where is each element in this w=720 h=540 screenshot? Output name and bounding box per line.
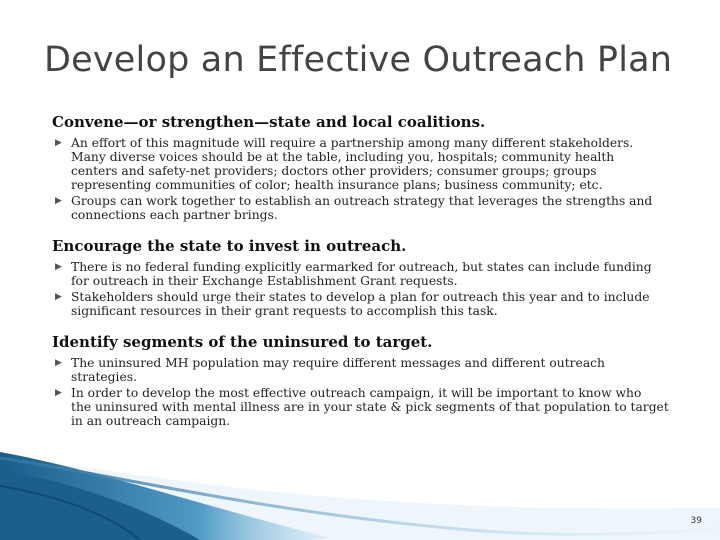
triangle-right-icon: ▶ <box>55 138 62 148</box>
bullet-line: strategies. <box>71 370 137 384</box>
bullet-line: Many diverse voices should be at the table, including you, hospitals; community health <box>71 150 615 164</box>
bullet-item <box>52 386 677 428</box>
bullet-item <box>52 260 677 288</box>
bullet-line: An effort of this magnitude will require a partnership among many different stakeholders. <box>71 136 634 150</box>
bullet-line: the uninsured with mental illness are in your state & pick segments of that population to target <box>71 400 669 414</box>
section-heading: Identify segments of the uninsured to target. <box>52 333 433 351</box>
triangle-right-icon: ▶ <box>55 358 62 368</box>
triangle-right-icon: ▶ <box>55 196 62 206</box>
bullet-line: Groups can work together to establish an outreach strategy that leverages the strengths and <box>71 194 653 208</box>
bullet-line: connections each partner brings. <box>71 208 278 222</box>
bullet-line: for outreach in their Exchange Establishment Grant requests. <box>71 274 458 288</box>
section <box>52 332 677 428</box>
section-heading: Convene—or strengthen—state and local coalitions. <box>52 113 486 131</box>
slide-content <box>52 112 677 442</box>
page-number: 39 <box>690 516 702 526</box>
bullet-line: Stakeholders should urge their states to develop a plan for outreach this year and to include <box>71 290 650 304</box>
bullet-item <box>52 356 677 384</box>
bullet-line: The uninsured MH population may require different messages and different outreach <box>71 356 605 370</box>
bullet-line: representing communities of color; health insurance plans; business community; etc. <box>71 178 603 192</box>
bullet-item <box>52 290 677 318</box>
bullet-list <box>52 356 677 428</box>
bullet-line: significant resources in their grant requests to accomplish this task. <box>71 304 498 318</box>
bullet-item <box>52 194 677 222</box>
bullet-line: There is no federal funding explicitly earmarked for outreach, but states can include funding <box>71 260 652 274</box>
slide-title: Develop an Effective Outreach Plan <box>44 40 673 80</box>
triangle-right-icon: ▶ <box>55 262 62 272</box>
section-heading: Encourage the state to invest in outreach. <box>52 237 407 255</box>
bullet-line: in an outreach campaign. <box>71 414 231 428</box>
bullet-line: centers and safety-net providers; doctors other providers; consumer groups; groups <box>71 164 597 178</box>
bullet-line: In order to develop the most effective outreach campaign, it will be important to know who <box>71 386 642 400</box>
section <box>52 112 677 222</box>
triangle-right-icon: ▶ <box>55 292 62 302</box>
triangle-right-icon: ▶ <box>55 388 62 398</box>
bullet-list <box>52 136 677 222</box>
section <box>52 236 677 318</box>
bullet-list <box>52 260 677 318</box>
bullet-item <box>52 136 677 192</box>
